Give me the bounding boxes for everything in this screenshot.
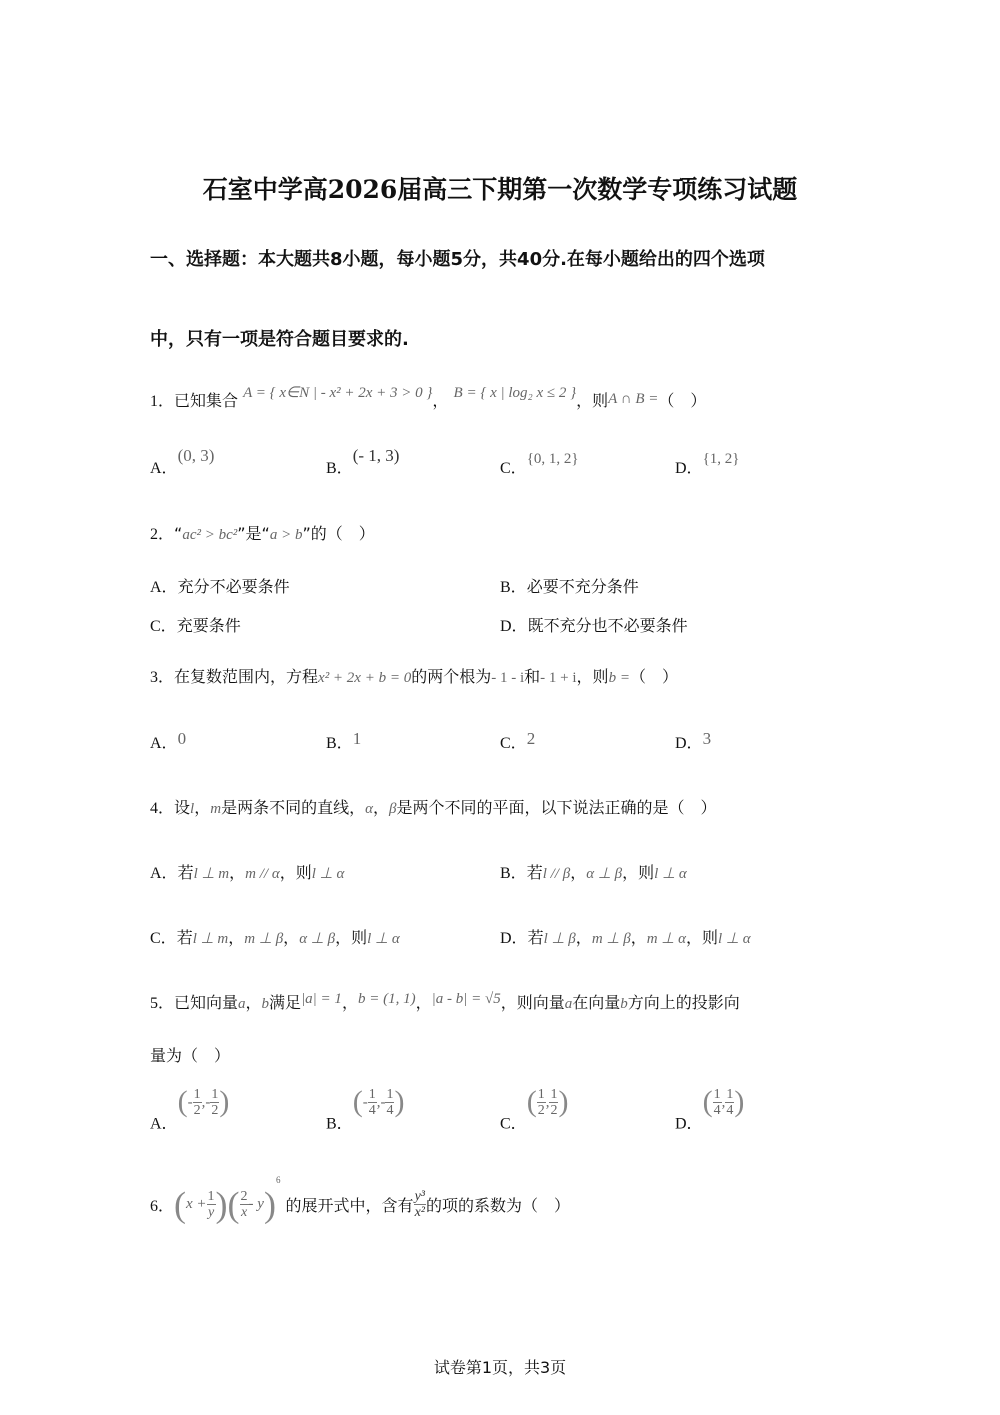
equation-expression: x² + 2x + b = 0 xyxy=(318,670,412,686)
stem-text: 则 xyxy=(351,928,368,947)
option-label: B． xyxy=(326,1115,353,1133)
answer-parentheses: （ ） xyxy=(658,391,707,410)
numerator: 1 xyxy=(726,1086,734,1102)
sign: - xyxy=(205,1094,211,1111)
condition-expression: l ⊥ m xyxy=(193,866,230,882)
option-value: 3 xyxy=(702,729,712,748)
condition-expression: m ⊥ β xyxy=(244,931,284,947)
fraction xyxy=(210,1087,219,1118)
option-1b xyxy=(326,446,400,478)
option-label: C． xyxy=(150,618,177,635)
question-number: 4． xyxy=(150,800,175,817)
option-label: B． xyxy=(500,579,527,596)
question-5: 5．已知向量a，b满足|a| = 1，b = (1, 1)，|a - b| = √5，则向量a在向量b方向上的投影向 xyxy=(150,991,740,1012)
option-label: C． xyxy=(500,1115,527,1133)
denominator: 2 xyxy=(550,1102,558,1118)
condition-expression: α ⊥ β xyxy=(586,866,623,882)
option-3a xyxy=(150,730,186,753)
option-value: {0, 1, 2} xyxy=(526,451,579,467)
stem-text: 满足 xyxy=(269,993,302,1012)
line-m: m xyxy=(210,801,222,817)
numerator: 1 xyxy=(211,1086,219,1102)
option-2a xyxy=(150,574,290,597)
sign: - xyxy=(380,1094,386,1111)
option-label: A． xyxy=(150,865,178,882)
page-footer: 试卷第1页，共3页 xyxy=(433,1358,567,1377)
condition-expression: m ⊥ β xyxy=(591,931,631,947)
stem-text: 的展开式中，含有 xyxy=(285,1196,414,1215)
denominator: 2 xyxy=(211,1102,219,1118)
stem-text: 的两个根为 xyxy=(411,667,492,686)
stem-text: 是两个不同的平面，以下说法正确的是（ ） xyxy=(396,798,717,817)
question-5-continued: 量为（ ） xyxy=(150,1046,231,1065)
set-a-expression: A = { x∈N | - x² + 2x + 3 > 0 } xyxy=(243,385,433,401)
result-expression: l ⊥ α xyxy=(311,866,345,882)
option-4b: B．若l // β，α ⊥ β，则l ⊥ α xyxy=(500,863,687,882)
stem-text: 则 xyxy=(702,928,719,947)
option-3c xyxy=(500,730,535,753)
option-label: A． xyxy=(150,460,178,477)
condition-expression: |a| = 1 xyxy=(301,991,342,1007)
option-5d: D．( $\frac{1}{4}$ , $\frac{1}{4}$ ) xyxy=(675,1085,745,1133)
stem-text: 方向上的投影向 xyxy=(627,993,740,1012)
option-5b: B．(- $\frac{1}{4}$ ,- $\frac{1}{4}$ ) xyxy=(326,1085,405,1133)
denominator: x xyxy=(240,1205,248,1220)
separator: ， xyxy=(194,798,211,817)
option-4a: A．若l ⊥ m，m // α，则l ⊥ α xyxy=(150,863,345,882)
numerator: 1 xyxy=(193,1086,201,1102)
numerator: 1 xyxy=(386,1086,394,1102)
option-2b xyxy=(500,574,639,597)
question-number: 2． xyxy=(150,526,175,543)
numerator: 1 xyxy=(550,1086,558,1102)
option-value: (- 1, 3) xyxy=(352,446,400,465)
stem-text: ，则向量 xyxy=(500,993,565,1012)
fraction xyxy=(240,1189,249,1220)
option-1a xyxy=(150,446,215,478)
separator: ， xyxy=(432,391,449,410)
option-value: 1 xyxy=(352,729,362,748)
stem-text: 已知集合 xyxy=(174,391,239,410)
intersection-expression: A ∩ B = xyxy=(608,391,659,407)
question-2 xyxy=(150,521,375,544)
question-number: 3． xyxy=(150,669,175,686)
option-label: A． xyxy=(150,579,178,596)
option-5c: C．( $\frac{1}{2}$ , $\frac{1}{2}$ ) xyxy=(500,1085,569,1133)
condition-expression: b = (1, 1) xyxy=(357,991,416,1007)
condition-expression: l // β xyxy=(542,866,571,882)
condition-expression: a > b xyxy=(269,527,303,543)
target-expression: b = xyxy=(608,670,630,686)
sign: - xyxy=(187,1094,193,1111)
condition-expression: ac² > bc² xyxy=(182,527,238,543)
numerator: 1 xyxy=(537,1086,545,1102)
question-number: 1． xyxy=(150,393,175,410)
numerator: 2 xyxy=(240,1189,248,1204)
option-value: 充要条件 xyxy=(176,616,241,635)
option-4d: D．若l ⊥ β，m ⊥ β，m ⊥ α，则l ⊥ α xyxy=(500,928,751,947)
option-label: D． xyxy=(500,618,528,635)
option-label: B． xyxy=(500,865,527,882)
option-label: B． xyxy=(326,735,353,752)
denominator: 4 xyxy=(386,1102,394,1118)
option-value: (0, 3) xyxy=(177,446,215,465)
option-5a: A．(- $\frac{1}{2}$ ,- $\frac{1}{2}$ ) xyxy=(150,1085,230,1133)
option-label: D． xyxy=(675,1115,703,1133)
condition-expression: l ⊥ m xyxy=(192,931,229,947)
root-expression: - 1 + i xyxy=(540,670,577,686)
option-label: C． xyxy=(150,930,177,947)
result-expression: l ⊥ α xyxy=(718,931,751,947)
set-b-expression: B = { x | log₂ x ≤ 2 } xyxy=(453,385,577,401)
question-4 xyxy=(150,795,716,818)
answer-parentheses: （ ） xyxy=(629,667,678,686)
denominator: 4 xyxy=(713,1102,721,1118)
stem-text: ，则 xyxy=(576,667,609,686)
question-number: 5． xyxy=(150,995,175,1012)
question-3 xyxy=(150,664,678,687)
term-expression: - y xyxy=(248,1196,264,1212)
option-2d xyxy=(500,613,688,636)
vector-b: b xyxy=(261,996,270,1012)
separator: ， xyxy=(372,798,389,817)
denominator: 2 xyxy=(193,1102,201,1118)
vector-a: a xyxy=(238,996,246,1012)
question-1 xyxy=(150,385,707,411)
fraction xyxy=(725,1087,734,1118)
condition-expression: |a - b| = √5 xyxy=(431,991,501,1007)
option-label: D． xyxy=(675,460,703,477)
option-value: 既不充分也不必要条件 xyxy=(527,616,688,635)
option-label: B． xyxy=(326,460,353,477)
root-expression: - 1 - i xyxy=(491,670,525,686)
option-3d xyxy=(675,730,711,753)
denominator: y xyxy=(207,1205,215,1220)
option-value: 2 xyxy=(526,729,536,748)
section-header-line1: 一、选择题：本大题共8小题，每小题5分，共40分.在每小题给出的四个选项 xyxy=(150,249,765,270)
stem-text: 设 xyxy=(174,798,191,817)
stem-text: 在向量 xyxy=(572,993,621,1012)
fraction xyxy=(713,1087,722,1118)
option-label: A． xyxy=(150,1115,178,1133)
stem-text: 则 xyxy=(638,863,655,882)
option-label: C． xyxy=(500,735,527,752)
stem-text: 若 xyxy=(177,863,194,882)
option-value: 充分不必要条件 xyxy=(177,577,290,596)
stem-text: 在复数范围内，方程 xyxy=(174,667,319,686)
option-value: 必要不充分条件 xyxy=(526,577,639,596)
denominator: 2 xyxy=(537,1102,545,1118)
numerator: 1 xyxy=(713,1086,721,1102)
page-title: 石室中学高2026届高三下期第一次数学专项练习试题 xyxy=(202,175,798,204)
condition-expression: α ⊥ β xyxy=(299,931,336,947)
option-value: 0 xyxy=(177,729,187,748)
result-expression: l ⊥ α xyxy=(367,931,400,947)
quote-open: “ xyxy=(174,524,183,543)
option-1d xyxy=(675,451,740,478)
denominator: 4 xyxy=(726,1102,734,1118)
section-header-line2: 中，只有一项是符合题目要求的. xyxy=(150,329,409,350)
option-4c: C．若l ⊥ m，m ⊥ β，α ⊥ β，则l ⊥ α xyxy=(150,928,400,947)
stem-text: 则 xyxy=(295,863,312,882)
fraction xyxy=(368,1087,377,1118)
plane-alpha: α xyxy=(365,801,373,817)
fraction xyxy=(537,1087,546,1118)
numerator: 1 xyxy=(207,1189,215,1204)
result-expression: l ⊥ α xyxy=(654,866,687,882)
stem-text: 是两条不同的直线， xyxy=(221,798,366,817)
stem-text: 已知向量 xyxy=(174,993,239,1012)
line-l: l xyxy=(190,801,195,817)
question-number: 6． xyxy=(150,1198,175,1215)
denominator: 4 xyxy=(368,1102,376,1118)
condition-expression: m ⊥ α xyxy=(646,931,686,947)
exponent: 6 xyxy=(275,1175,281,1185)
fraction xyxy=(207,1189,216,1220)
stem-text: 若 xyxy=(176,928,193,947)
vector-b: b xyxy=(620,996,628,1012)
fraction xyxy=(193,1087,202,1118)
numerator: y³ xyxy=(414,1189,425,1204)
option-2c xyxy=(150,613,241,636)
fraction xyxy=(414,1189,426,1220)
sign: - xyxy=(362,1094,368,1111)
option-3b xyxy=(326,730,361,753)
stem-text: 若 xyxy=(526,863,543,882)
option-label: D． xyxy=(500,930,528,947)
stem-text: 若 xyxy=(527,928,544,947)
stem-text: ”的（ ） xyxy=(302,524,375,543)
vector-a: a xyxy=(564,996,573,1012)
stem-text: ”是“ xyxy=(237,524,270,543)
question-6: 6．(x + $\frac{1}{y}$ )( $\frac{2}{x}$ - y)$^6$ 的展开式中，含有 $\frac{\text{y³}}{\text{x²}}$ 的项的系数为（ ） xyxy=(150,1175,570,1225)
term-expression: x + xyxy=(186,1196,207,1212)
stem-text: ，则 xyxy=(576,391,609,410)
condition-expression: l ⊥ β xyxy=(543,931,576,947)
numerator: 1 xyxy=(368,1086,376,1102)
option-label: A． xyxy=(150,735,178,752)
option-value: {1, 2} xyxy=(702,451,740,467)
denominator: x² xyxy=(414,1205,425,1220)
condition-expression: m // α xyxy=(245,866,280,882)
stem-text: 和 xyxy=(524,667,541,686)
option-1c xyxy=(500,451,579,478)
option-label: C． xyxy=(500,460,527,477)
option-label: D． xyxy=(675,735,703,752)
stem-text: 的项的系数为（ ） xyxy=(425,1196,570,1215)
plane-beta: β xyxy=(388,801,397,817)
